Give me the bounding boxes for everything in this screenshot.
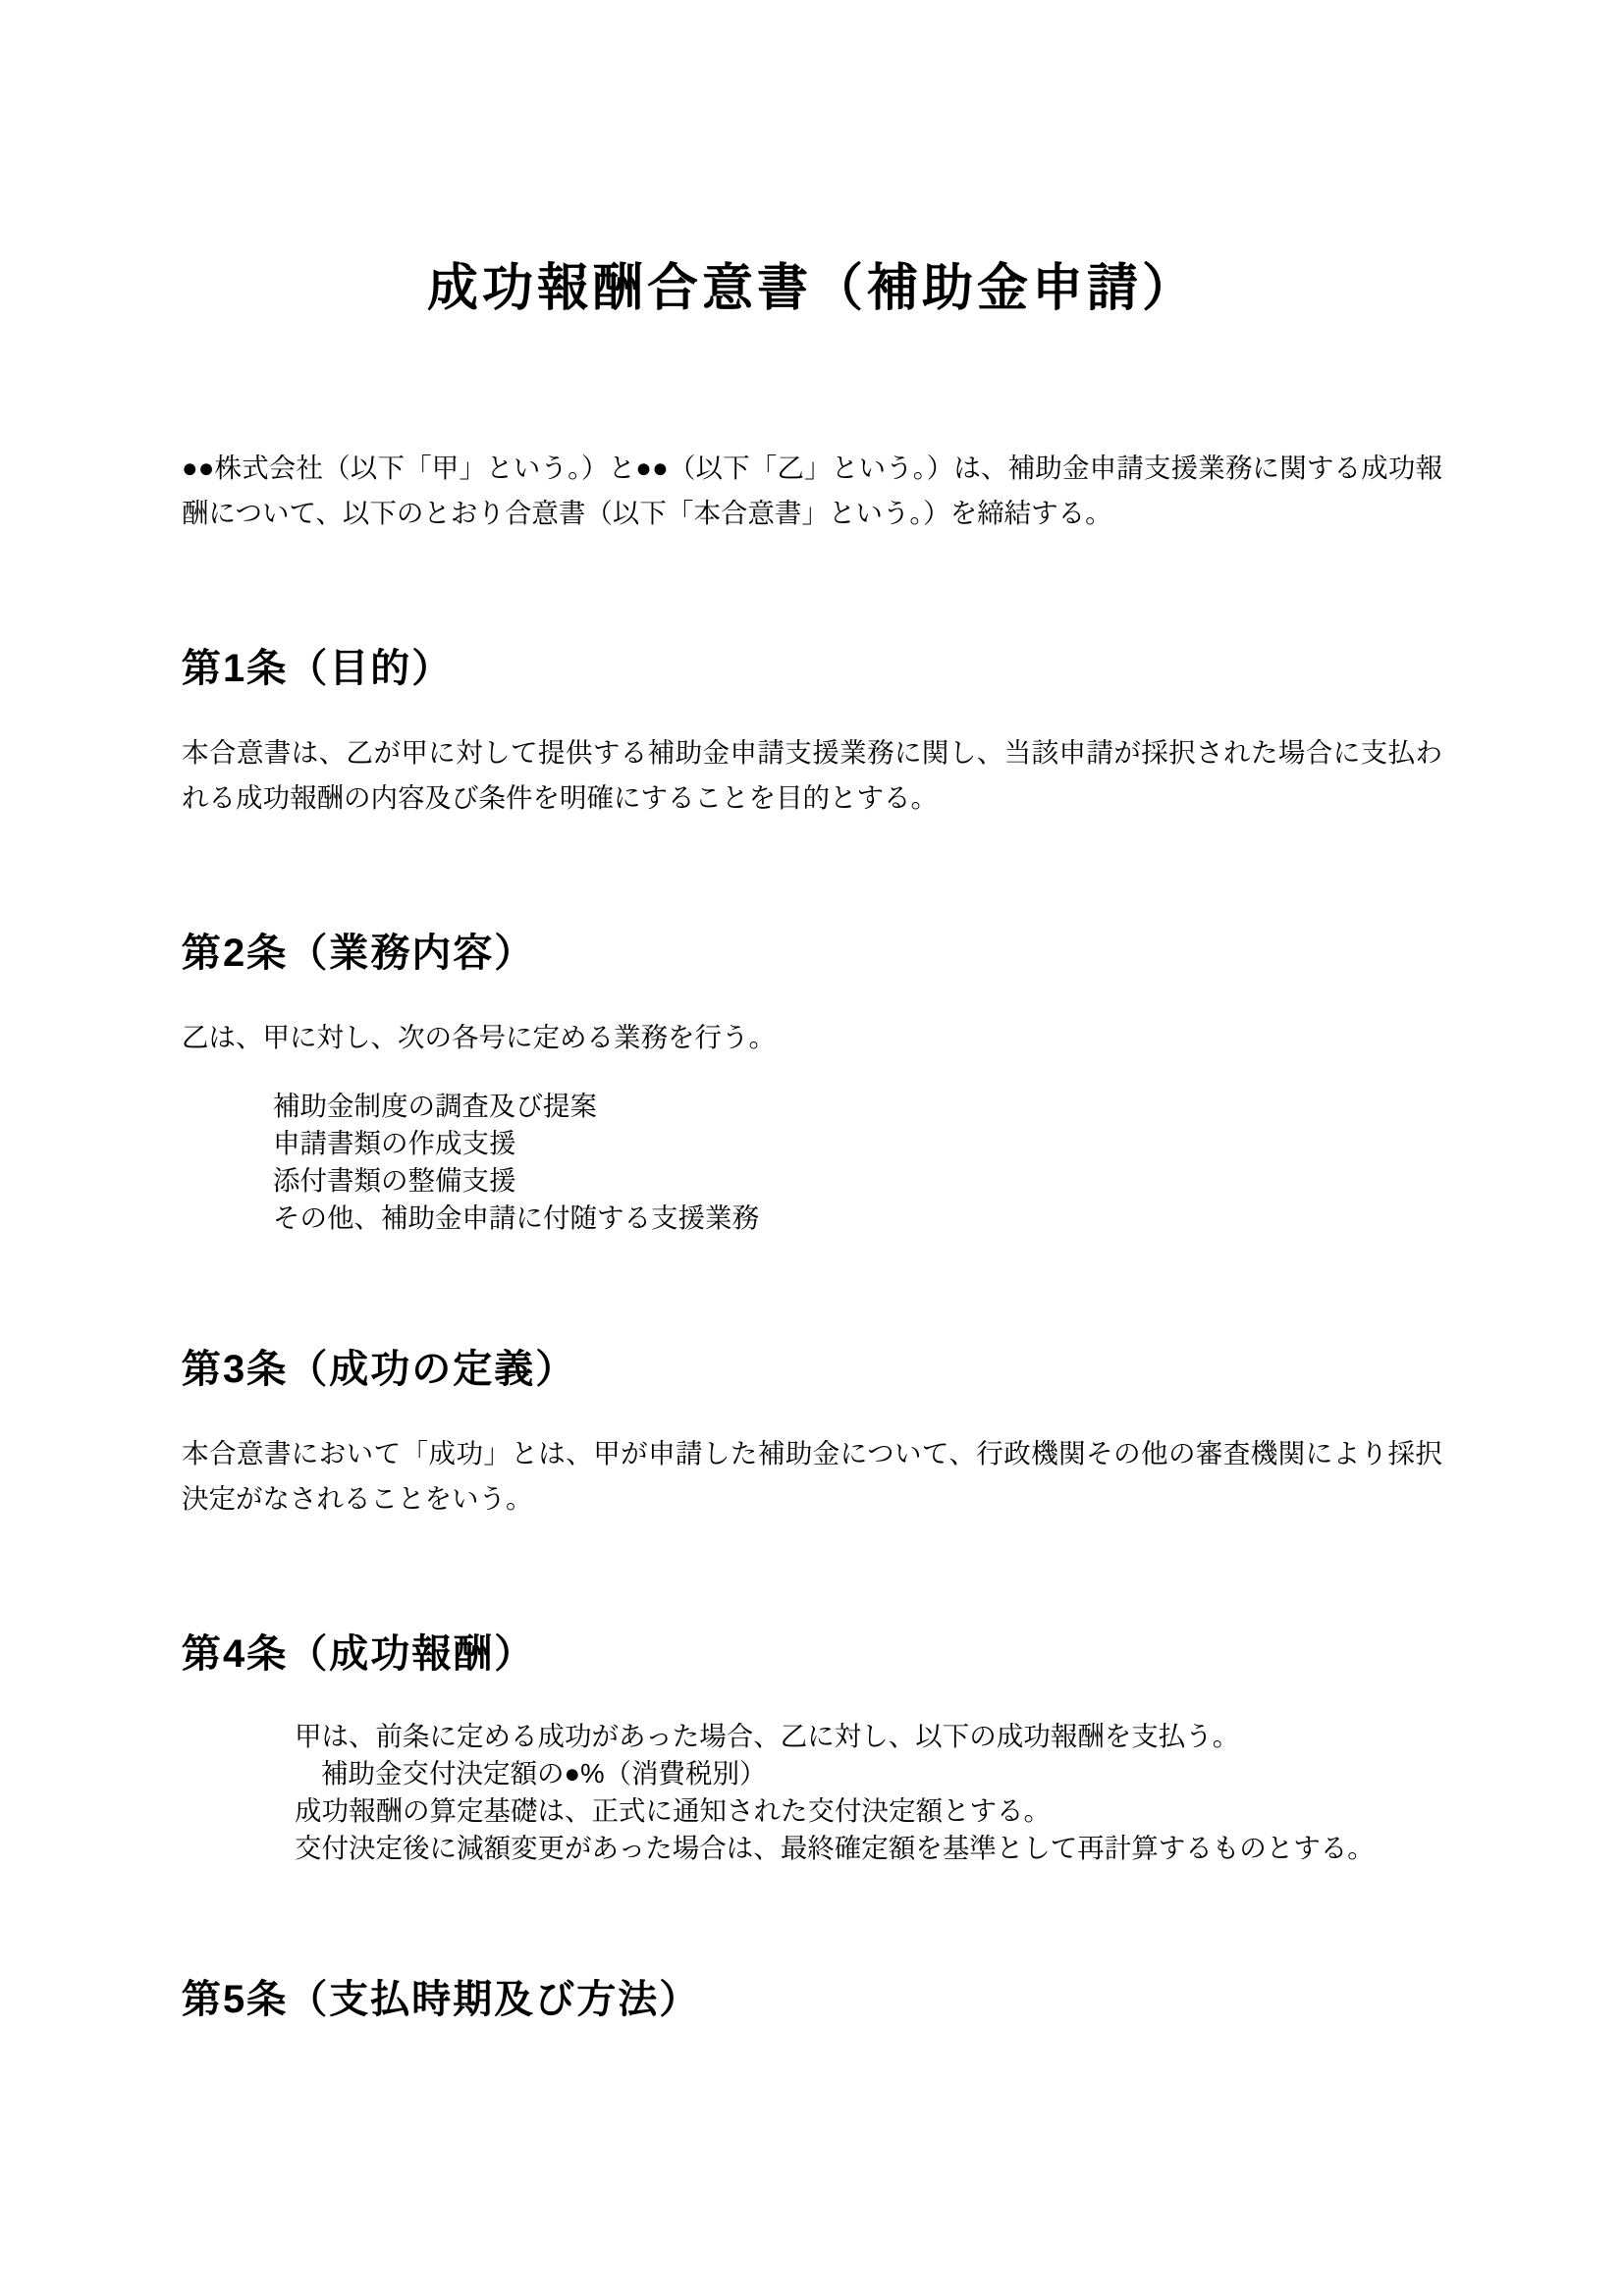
intro-paragraph: ●●株式会社（以下「甲」という。）と●●（以下「乙」という。）は、補助金申請支援業務に関する成功報酬について、以下のとおり合意書（以下「本合意書」という。）を締結する。 [182,453,1442,528]
article-1-heading: 第1条（目的） [182,647,454,690]
article-3-body: 本合意書において「成功」とは、甲が申請した補助金について、行政機関その他の審査機関により採択決定がなされることをいう。 [182,1438,1442,1514]
article-4-clause-line: 成功報酬の算定基礎は、正式に通知された交付決定額とする。 [295,1795,1051,1826]
article-3-section [182,1345,1442,1522]
article-2-heading: 第2条（業務内容） [182,932,536,975]
article-3-heading: 第3条（成功の定義） [182,1348,577,1391]
article-4-clauses [295,1718,1442,1867]
article-2-task-item: 補助金制度の調査及び提案 [273,1091,597,1121]
article-4-clause-line: 補助金交付決定額の●%（消費税別） [321,1758,767,1789]
article-5-heading: 第5条（支払時期及び方法） [182,1978,701,2021]
article-4-clause-line: 交付決定後に減額変更があった場合は、最終確定額を基準として再計算するものとする。 [295,1833,1375,1863]
article-2-task-list [273,1088,1442,1237]
article-2-section [182,929,1442,1237]
article-2-task-item: その他、補助金申請に付随する支援業務 [273,1202,759,1233]
document-title: 成功報酬合意書（補助金申請） [426,260,1197,317]
article-4-clause-line: 甲は、前条に定める成功があった場合、乙に対し、以下の成功報酬を支払う。 [295,1721,1240,1751]
article-5-section [182,1975,1442,2024]
article-1-body: 本合意書は、乙が甲に対して提供する補助金申請支援業務に関し、当該申請が採択された場合に支払われる成功報酬の内容及び条件を明確にすることを目的とする。 [182,737,1442,813]
article-4-heading: 第4条（成功報酬） [182,1632,536,1676]
article-2-task-item: 申請書類の作成支援 [273,1128,516,1158]
article-1-section [182,644,1442,821]
article-4-section [182,1629,1442,1867]
article-2-task-item: 添付書類の整備支援 [273,1165,516,1196]
article-2-body: 乙は、甲に対し、次の各号に定める業務を行う。 [182,1022,776,1052]
